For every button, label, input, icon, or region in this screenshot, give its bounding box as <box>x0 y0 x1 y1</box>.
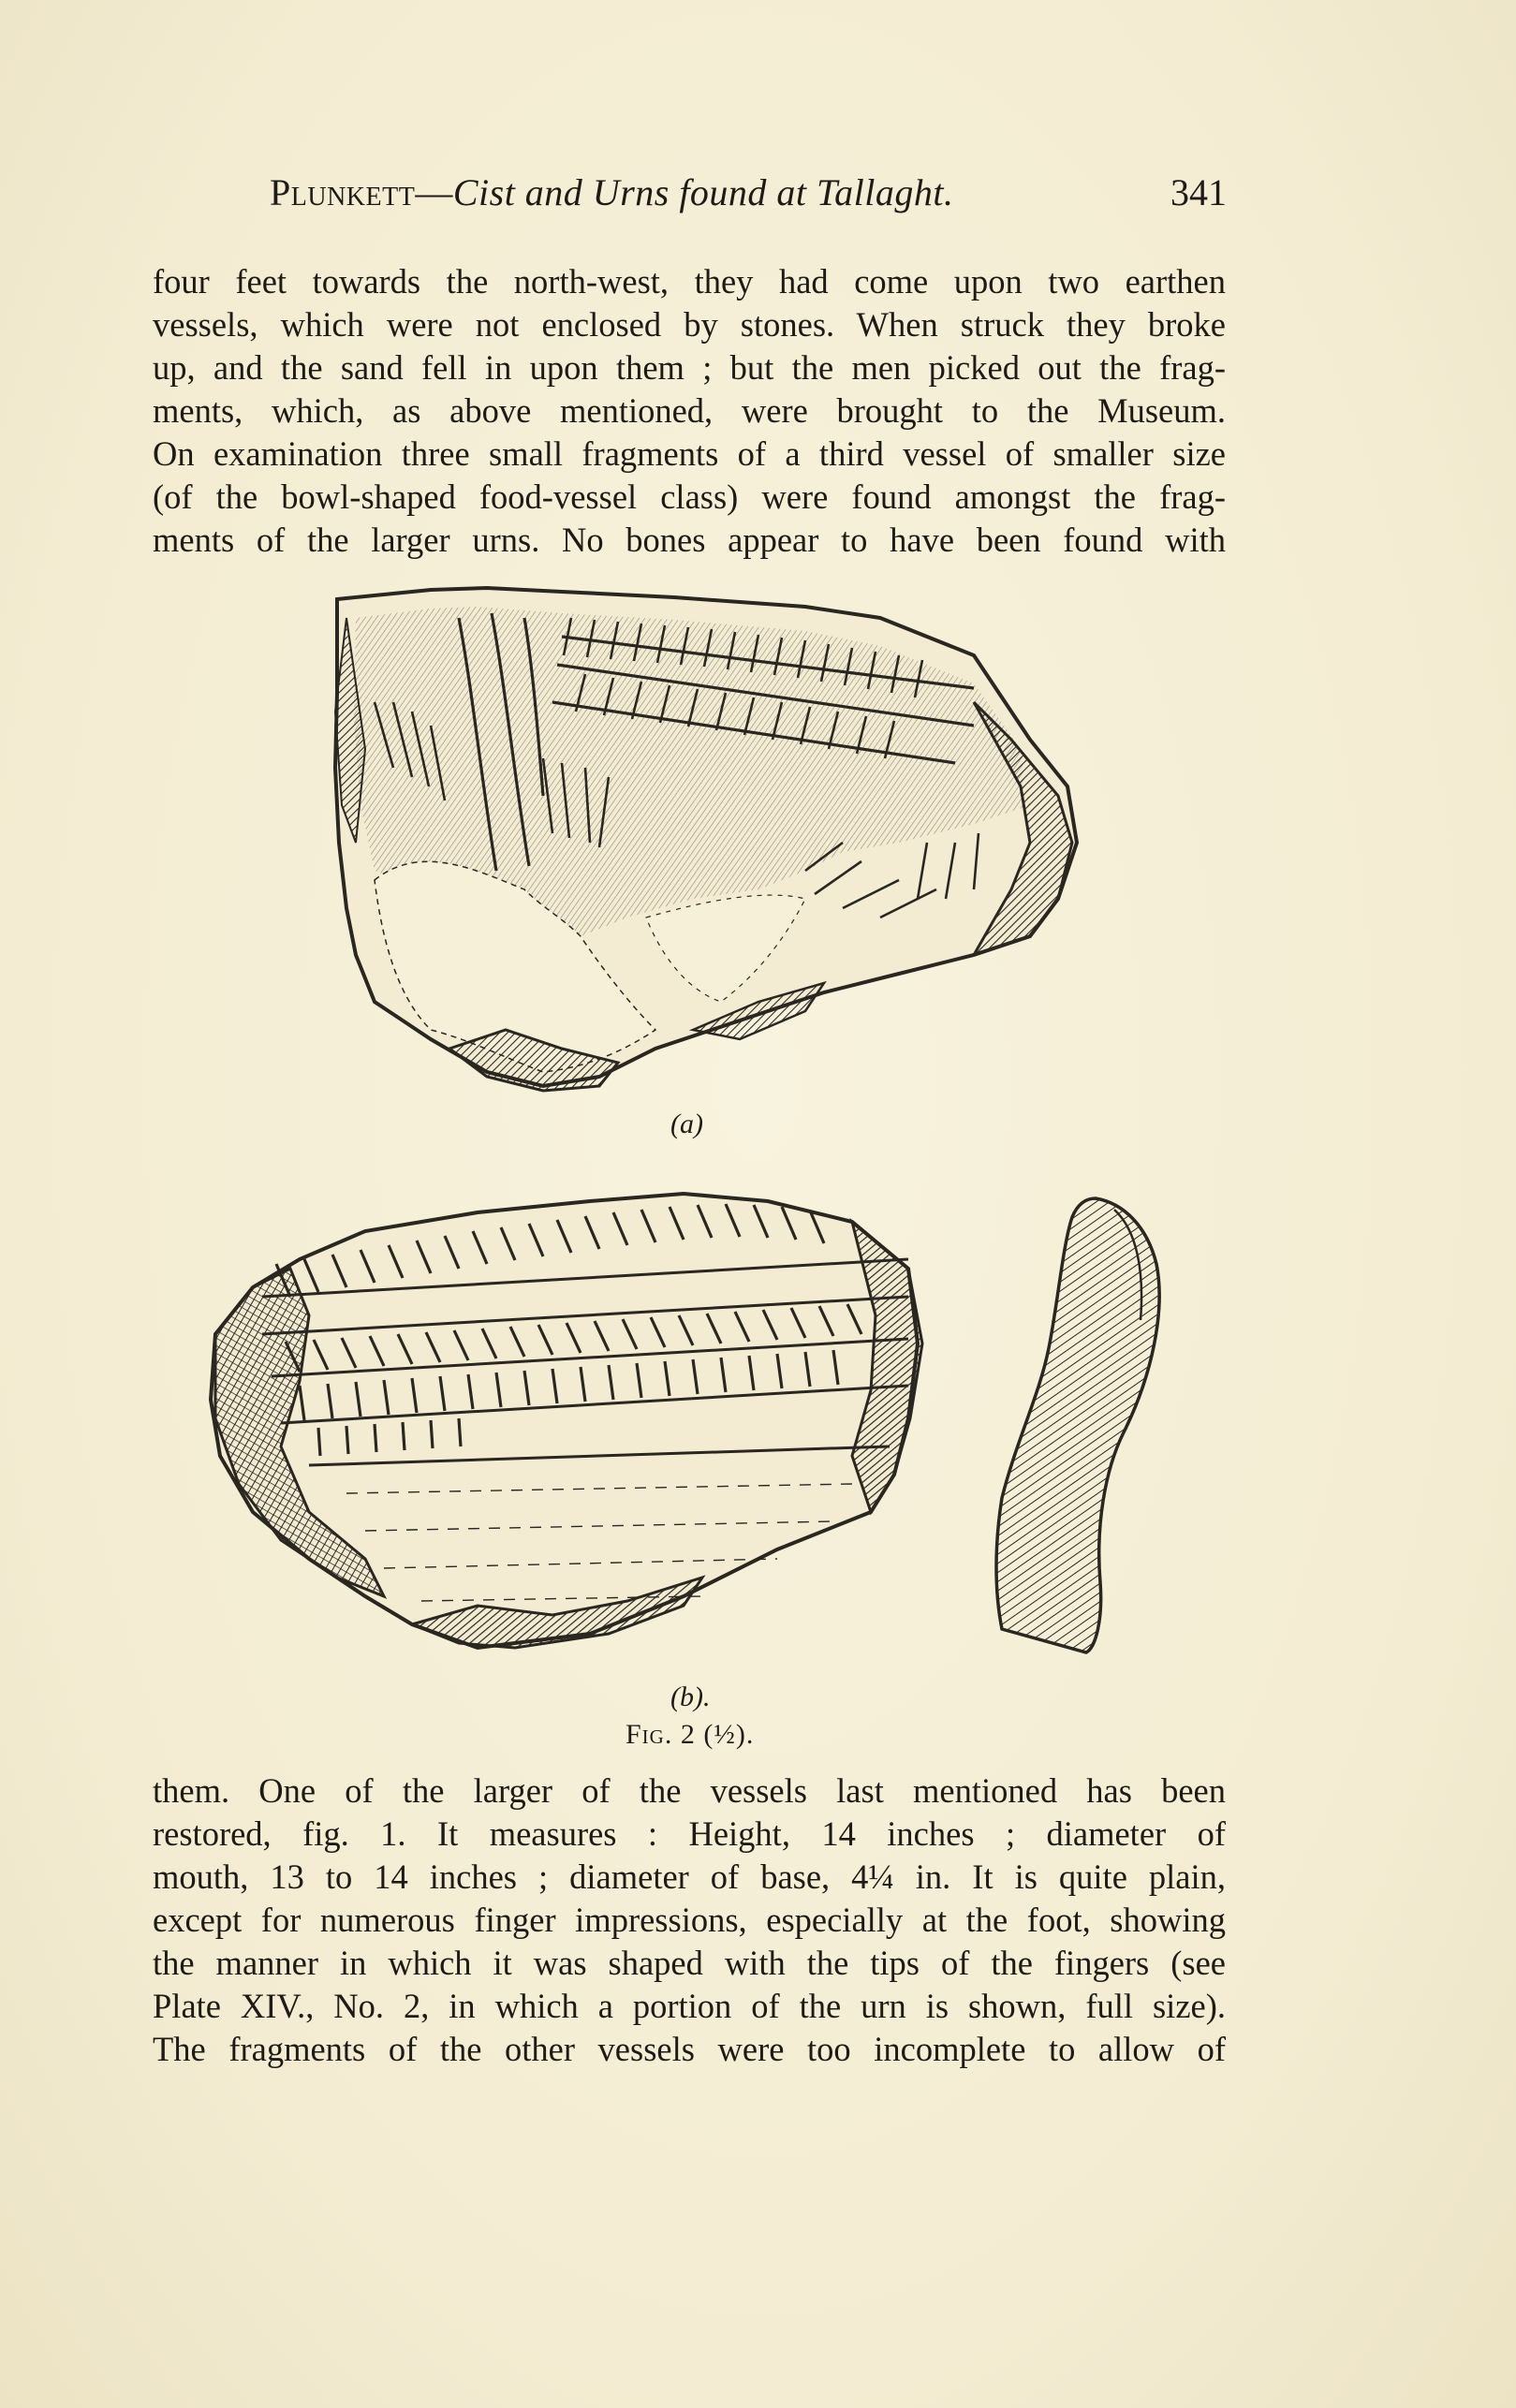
header-title: Cist and Urns found at Tallaght. <box>452 171 954 213</box>
figure-title: Fig. 2 (½). <box>626 1719 755 1750</box>
page-number: 341 <box>1170 171 1227 213</box>
text-line: The fragments of the other vessels were too incomplete to allow of <box>153 2030 1226 2068</box>
text-line: mouth, 13 to 14 inches ; diameter of base, 4¼ in. It is quite plain, <box>153 1857 1226 1896</box>
text-line: (of the bowl-shaped food-vessel class) were found amongst the frag- <box>153 477 1226 516</box>
running-head <box>270 170 953 214</box>
text-line: restored, fig. 1. It measures : Height, 14 inches ; diameter of <box>153 1814 1226 1853</box>
text-line: ments, which, as above mentioned, were brought to the Museum. <box>153 391 1226 430</box>
figure-b-section-profile <box>983 1189 1189 1657</box>
text-line: four feet towards the north-west, they had come upon two earthen <box>153 262 1226 301</box>
paragraph-top <box>153 260 1226 562</box>
text-line: On examination three small fragments of a third vessel of smaller size <box>153 434 1226 473</box>
text-line: ments of the larger urns. No bones appear to have been found with <box>153 521 1226 559</box>
text-line: vessels, which were not enclosed by stones. When struck they broke <box>153 305 1226 344</box>
figure-a-illustration <box>318 562 1086 1105</box>
figure-a-caption: (a) <box>670 1109 703 1139</box>
figure-b-illustration <box>197 1175 936 1681</box>
text-line: Plate XIV., No. 2, in which a portion of the urn is shown, full size). <box>153 1987 1226 2025</box>
header-dash: — <box>415 171 453 213</box>
figure-b-caption: (b). <box>670 1681 711 1712</box>
paragraph-bottom <box>153 1769 1226 2071</box>
text-line: except for numerous finger impressions, especially at the foot, showing <box>153 1901 1226 1939</box>
text-line: them. One of the larger of the vessels last mentioned has been <box>153 1771 1226 1810</box>
header-author: Plunkett <box>270 171 416 213</box>
running-header <box>150 167 1227 223</box>
text-line: up, and the sand fell in upon them ; but the men picked out the frag- <box>153 348 1226 387</box>
text-line: the manner in which it was shaped with the tips of the fingers (see <box>153 1944 1226 1982</box>
